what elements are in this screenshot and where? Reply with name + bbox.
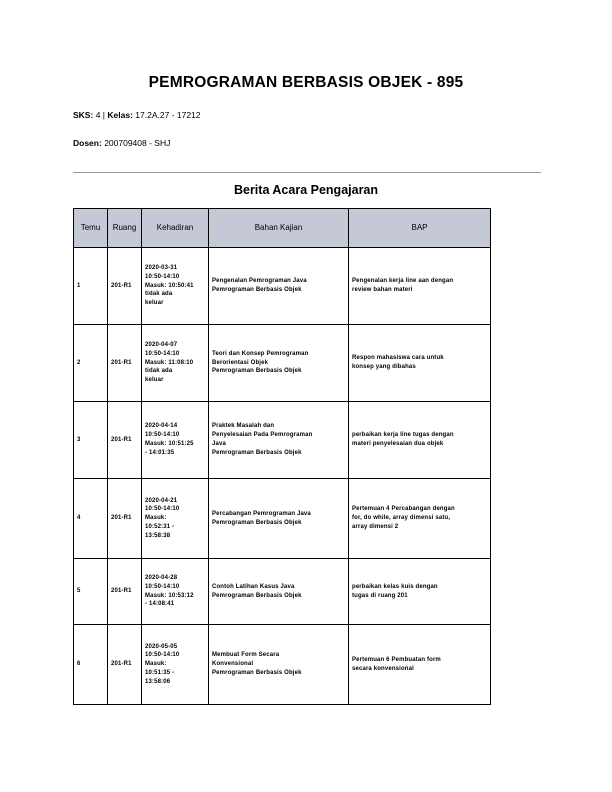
cell-temu: 5 bbox=[74, 559, 108, 625]
table-row bbox=[74, 402, 491, 479]
sks-label: SKS: bbox=[73, 110, 94, 120]
cell-bap-line: review bahan materi bbox=[352, 287, 413, 293]
table-row bbox=[74, 325, 491, 402]
cell-kehadiran bbox=[142, 559, 209, 625]
cell-kehadiran-line: 2020-04-07 bbox=[145, 342, 178, 348]
divider bbox=[73, 172, 541, 173]
cell-bap-line: Pengenalan kerja line aan dengan bbox=[352, 278, 454, 285]
table-row bbox=[74, 479, 491, 559]
sks-value: 4 bbox=[95, 110, 101, 120]
cell-kehadiran-line: keluar bbox=[145, 300, 164, 307]
cell-kehadiran-line: - 14:08:41 bbox=[145, 601, 175, 608]
cell-temu: 4 bbox=[74, 479, 108, 559]
cell-bap bbox=[349, 248, 491, 325]
kelas-label: Kelas: bbox=[107, 110, 133, 120]
cell-bahan-kajian bbox=[209, 402, 349, 479]
cell-bahan-kajian-line: Pemrograman Berbasis Objek bbox=[212, 287, 302, 293]
cell-kehadiran-line: 10:50-14:10 bbox=[145, 652, 180, 659]
cell-kehadiran-line: tidak ada bbox=[145, 291, 173, 298]
cell-bap-line: konsep yang dibahas bbox=[352, 364, 416, 370]
cell-kehadiran-line: Masuk: 10:51:25 bbox=[145, 441, 194, 447]
cell-kehadiran-line: Masuk: bbox=[145, 661, 167, 668]
cell-bap-line: perbaikan kelas kuis dengan bbox=[352, 583, 438, 590]
table-row bbox=[74, 625, 491, 705]
lecturer-line bbox=[73, 138, 170, 148]
cell-kehadiran-line: Masuk: 10:53:12 bbox=[145, 592, 194, 599]
cell-bap-line: Respon mahasiswa cara untuk bbox=[352, 355, 444, 362]
cell-bahan-kajian-line: Pemrograman Berbasis Objek bbox=[212, 519, 302, 526]
cell-bap bbox=[349, 625, 491, 705]
cell-bap bbox=[349, 325, 491, 402]
table-row bbox=[74, 248, 491, 325]
cell-kehadiran-line: 10:50-14:10 bbox=[145, 350, 180, 357]
cell-bahan-kajian bbox=[209, 325, 349, 402]
header-temu: Temu bbox=[74, 209, 108, 248]
cell-bap-line: secara konvensional bbox=[352, 665, 414, 672]
cell-kehadiran bbox=[142, 248, 209, 325]
cell-kehadiran-line: 13:58:06 bbox=[145, 678, 171, 685]
cell-bahan-kajian-line: Konvensional bbox=[212, 661, 254, 668]
cell-bap bbox=[349, 479, 491, 559]
cell-kehadiran-line: 10:50-14:10 bbox=[145, 432, 180, 439]
cell-kehadiran bbox=[142, 479, 209, 559]
cell-bahan-kajian-line: Pemrograman Berbasis Objek bbox=[212, 669, 302, 676]
cell-kehadiran-line: - 14:01:35 bbox=[145, 449, 175, 456]
cell-temu: 3 bbox=[74, 402, 108, 479]
course-meta-line bbox=[73, 110, 201, 120]
cell-bap bbox=[349, 559, 491, 625]
cell-bahan-kajian-line: Pemrograman Berbasis Objek bbox=[212, 368, 302, 375]
dosen-label: Dosen: bbox=[73, 138, 102, 148]
cell-ruang: 201-R1 bbox=[108, 625, 142, 705]
header-bap: BAP bbox=[349, 209, 491, 248]
cell-kehadiran-line: 13:58:38 bbox=[145, 532, 171, 539]
cell-kehadiran-line: Masuk: bbox=[145, 515, 167, 522]
cell-bahan-kajian-line: Membuat Form Secara bbox=[212, 652, 280, 659]
cell-kehadiran bbox=[142, 402, 209, 479]
cell-kehadiran-line: Masuk: 10:50:41 bbox=[145, 282, 194, 289]
cell-kehadiran-line: 10:50-14:10 bbox=[145, 273, 180, 280]
cell-bahan-kajian-line: Pengenalan Pemrograman Java bbox=[212, 278, 307, 285]
cell-bahan-kajian-line: Praktek Masalah dan bbox=[212, 423, 275, 430]
cell-bap-line: array dimensi 2 bbox=[352, 523, 399, 530]
cell-bap-line: Pertemuan 6 Pembuatan form bbox=[352, 656, 441, 663]
cell-kehadiran-line: Masuk: 11:08:10 bbox=[145, 359, 194, 366]
teaching-report-table bbox=[73, 208, 491, 705]
cell-bahan-kajian-line: Pemrograman Berbasis Objek bbox=[212, 449, 302, 456]
cell-kehadiran-line: 10:51:35 - bbox=[145, 669, 175, 676]
kelas-value: 17.2A.27 - 17212 bbox=[135, 110, 201, 120]
cell-temu: 6 bbox=[74, 625, 108, 705]
course-title: PEMROGRAMAN BERBASIS OBJEK - 895 bbox=[148, 74, 464, 91]
cell-bahan-kajian-line: Berorientasi Objek bbox=[212, 359, 269, 366]
cell-temu: 1 bbox=[74, 248, 108, 325]
cell-bahan-kajian bbox=[209, 479, 349, 559]
cell-bahan-kajian-line: Percabangan Pemrograman Java bbox=[212, 510, 311, 517]
cell-ruang: 201-R1 bbox=[108, 559, 142, 625]
cell-bahan-kajian-line: Penyelesaian Pada Pemrograman bbox=[212, 432, 313, 439]
cell-temu: 2 bbox=[74, 325, 108, 402]
cell-kehadiran-line: 10:52:31 - bbox=[145, 523, 175, 530]
cell-kehadiran-line: 2020-03-31 bbox=[145, 265, 178, 271]
table-header-row bbox=[74, 209, 491, 248]
cell-kehadiran-line: 10:50-14:10 bbox=[145, 583, 180, 590]
cell-bap-line: perbaikan kerja line tugas dengan bbox=[352, 432, 454, 439]
cell-bap-line: Pertemuan 4 Percabangan dengan bbox=[352, 506, 455, 513]
cell-bap-line: tugas di ruang 201 bbox=[352, 592, 408, 599]
cell-bahan-kajian bbox=[209, 248, 349, 325]
header-ruang: Ruang bbox=[108, 209, 142, 248]
cell-bap-line: materi penyelesaian dua objek bbox=[352, 441, 444, 447]
cell-bahan-kajian-line: Teori dan Konsep Pemrograman bbox=[212, 350, 309, 357]
cell-bahan-kajian-line: Pemrograman Berbasis Objek bbox=[212, 592, 302, 599]
cell-kehadiran-line: tidak ada bbox=[145, 368, 173, 375]
cell-ruang: 201-R1 bbox=[108, 479, 142, 559]
table-row bbox=[74, 559, 491, 625]
dosen-value: 200709408 - SHJ bbox=[104, 138, 171, 148]
cell-bahan-kajian-line: Contoh Latihan Kasus Java bbox=[212, 583, 295, 590]
header-bahan-kajian: Bahan Kajian bbox=[209, 209, 349, 248]
cell-bahan-kajian bbox=[209, 559, 349, 625]
cell-bap bbox=[349, 402, 491, 479]
cell-kehadiran-line: 2020-04-28 bbox=[145, 574, 178, 581]
cell-kehadiran bbox=[142, 325, 209, 402]
cell-bahan-kajian-line: Java bbox=[212, 441, 226, 447]
section-title: Berita Acara Pengajaran bbox=[233, 183, 379, 197]
cell-bap-line: for, do while, array dimensi satu, bbox=[352, 515, 451, 522]
cell-kehadiran bbox=[142, 625, 209, 705]
cell-kehadiran-line: 2020-05-05 bbox=[145, 643, 178, 650]
cell-kehadiran-line: 2020-04-21 bbox=[145, 497, 178, 504]
cell-kehadiran-line: 2020-04-14 bbox=[145, 423, 178, 430]
cell-ruang: 201-R1 bbox=[108, 248, 142, 325]
header-kehadiran: Kehadiran bbox=[142, 209, 209, 248]
cell-kehadiran-line: 10:50-14:10 bbox=[145, 506, 180, 513]
cell-ruang: 201-R1 bbox=[108, 325, 142, 402]
cell-ruang: 201-R1 bbox=[108, 402, 142, 479]
cell-bahan-kajian bbox=[209, 625, 349, 705]
cell-kehadiran-line: keluar bbox=[145, 377, 164, 384]
meta-separator: | bbox=[102, 110, 106, 120]
